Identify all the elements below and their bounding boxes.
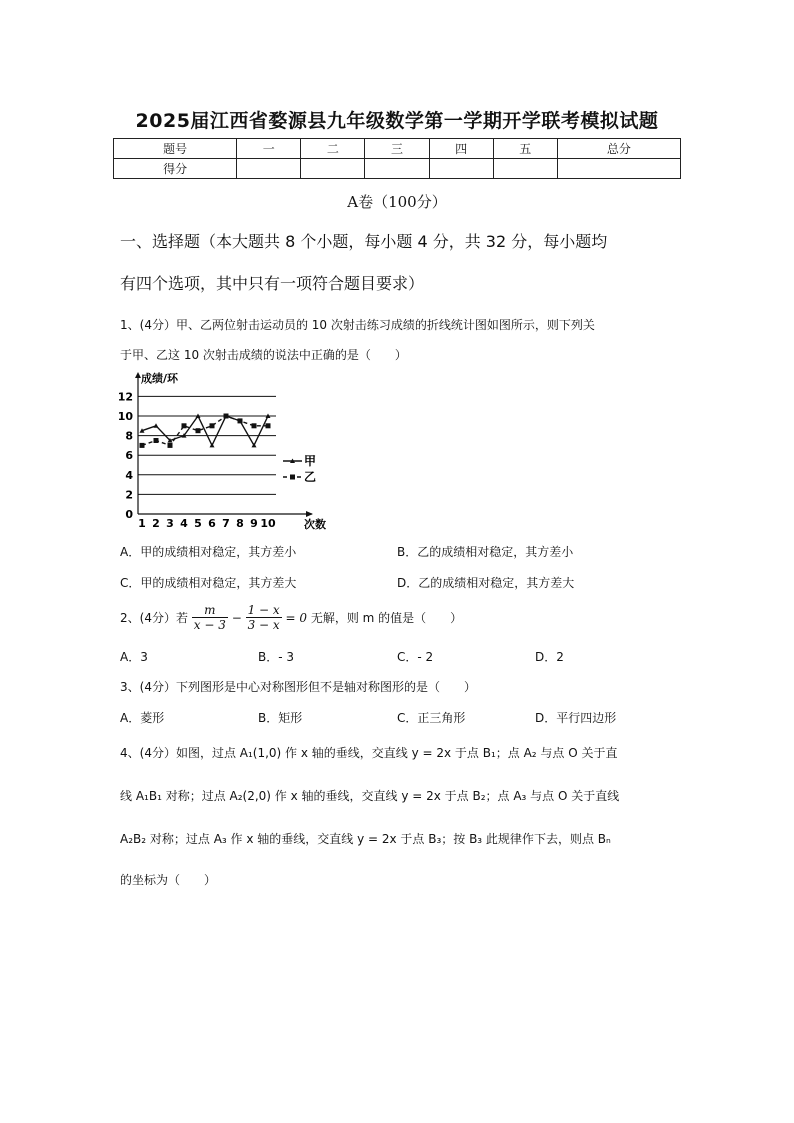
y-axis-label: 成绩/环	[141, 372, 179, 385]
data-point	[168, 443, 173, 448]
q2-option-d: D．2	[535, 650, 564, 664]
q3-option-a: A．菱形	[120, 711, 165, 725]
x-tick-label: 4	[180, 517, 188, 530]
x-tick-label: 1	[138, 517, 146, 530]
score-cell	[301, 159, 365, 179]
q1-line1: 1、(4分）甲、乙两位射击运动员的 10 次射击练习成绩的折线统计图如图所示，则下列关	[120, 318, 595, 332]
q1-line-chart	[118, 368, 338, 530]
q4-line4: 的坐标为（ ）	[120, 873, 217, 887]
score-header-cell: 题号	[114, 139, 237, 159]
data-point	[210, 423, 215, 428]
q1-option-a: A．甲的成绩相对稳定，其方差小	[120, 545, 297, 559]
q2-option-b: B．- 3	[258, 650, 295, 664]
q3-option-b: B．矩形	[258, 711, 303, 725]
q4-line1: 4、(4分）如图，过点 A₁(1,0) 作 x 轴的垂线，交直线 y = 2x 于点 B₁；点 A₂ 与点 O 关于直	[120, 746, 618, 760]
score-cell	[237, 159, 301, 179]
x-tick-label: 2	[152, 517, 160, 530]
q2-frac1-numerator: m	[192, 603, 228, 618]
y-tick-label: 2	[125, 488, 133, 502]
q1-option-d: D．乙的成绩相对稳定，其方差大	[397, 576, 575, 590]
x-tick-label: 7	[222, 517, 230, 530]
score-cell	[557, 159, 680, 179]
x-axis-label: 次数	[304, 518, 326, 530]
data-point	[182, 423, 187, 428]
score-header-cell: 四	[429, 139, 493, 159]
q2-fraction-1	[192, 603, 228, 632]
score-cell	[429, 159, 493, 179]
legend-marker	[290, 475, 295, 480]
part1-heading-line1: 一、选择题（本大题共 8 个小题，每小题 4 分，共 32 分，每小题均	[120, 232, 608, 251]
score-table-header-row	[114, 139, 681, 159]
score-header-cell: 二	[301, 139, 365, 159]
q1-option-c: C．甲的成绩相对稳定，其方差大	[120, 576, 297, 590]
q2-option-a: A．3	[120, 650, 148, 664]
series-line-jia	[142, 416, 268, 445]
q2-stem	[120, 603, 462, 632]
x-tick-label: 6	[208, 517, 216, 530]
section-a-heading: A卷（100分）	[347, 193, 447, 211]
q3-stem: 3、(4分）下列图形是中心对称图形但不是轴对称图形的是（ ）	[120, 680, 476, 694]
q2-suffix: 无解，则 m 的值是（ ）	[310, 611, 463, 625]
y-tick-label: 0	[125, 508, 133, 521]
legend-label: 甲	[304, 454, 317, 468]
q2-equals-zero: = 0	[285, 610, 308, 625]
data-point	[210, 443, 215, 448]
score-row-label: 得分	[114, 159, 237, 179]
data-point	[252, 423, 257, 428]
score-header-cell: 一	[237, 139, 301, 159]
q4-line3: A₂B₂ 对称；过点 A₃ 作 x 轴的垂线，交直线 y = 2x 于点 B₃；按 B₃ 此规律作下去，则点 Bₙ	[120, 832, 611, 846]
score-cell	[493, 159, 557, 179]
data-point	[266, 423, 271, 428]
y-tick-label: 4	[125, 468, 133, 482]
q4-line2: 线 A₁B₁ 对称；过点 A₂(2,0) 作 x 轴的垂线，交直线 y = 2x 于点 B₂；点 A₃ 与点 O 关于直线	[120, 789, 620, 803]
q2-minus: −	[231, 610, 242, 625]
q2-frac2-numerator: 1 − x	[247, 603, 280, 617]
q3-option-c: C．正三角形	[397, 711, 466, 725]
q1-line2: 于甲、乙这 10 次射击成绩的说法中正确的是（ ）	[120, 348, 407, 362]
x-axis-arrow	[306, 511, 313, 517]
x-tick-label: 5	[194, 517, 202, 530]
score-table	[113, 138, 681, 179]
x-tick-label: 9	[250, 517, 258, 530]
y-tick-label: 12	[118, 390, 133, 404]
y-tick-label: 6	[125, 449, 133, 463]
score-header-cell: 总分	[557, 139, 680, 159]
y-tick-label: 10	[118, 410, 133, 423]
data-point	[196, 428, 201, 433]
score-header-cell: 五	[493, 139, 557, 159]
data-point	[238, 418, 243, 423]
score-header-cell: 三	[365, 139, 429, 159]
data-point	[140, 443, 145, 448]
exam-title: 2025届江西省婺源县九年级数学第一学期开学联考模拟试题	[135, 110, 659, 132]
q2-frac2-denominator: 3 − x	[247, 618, 280, 632]
data-point	[154, 438, 159, 443]
q2-fraction-2	[246, 603, 282, 632]
legend-label: 乙	[304, 470, 317, 484]
q2-frac1-denominator: x − 3	[193, 618, 226, 632]
q2-prefix: 2、(4分）若	[120, 611, 188, 625]
score-cell	[365, 159, 429, 179]
part1-heading-line2: 有四个选项，其中只有一项符合题目要求）	[120, 274, 425, 293]
q3-option-d: D．平行四边形	[535, 711, 617, 725]
x-tick-label: 8	[236, 517, 244, 530]
data-point	[154, 423, 159, 428]
x-tick-label: 10	[260, 517, 276, 530]
q1-option-b: B．乙的成绩相对稳定，其方差小	[397, 545, 574, 559]
y-tick-label: 8	[125, 429, 133, 443]
q2-option-c: C．- 2	[397, 650, 434, 664]
x-tick-label: 3	[166, 517, 174, 530]
score-table-score-row	[114, 159, 681, 179]
data-point	[224, 414, 229, 419]
